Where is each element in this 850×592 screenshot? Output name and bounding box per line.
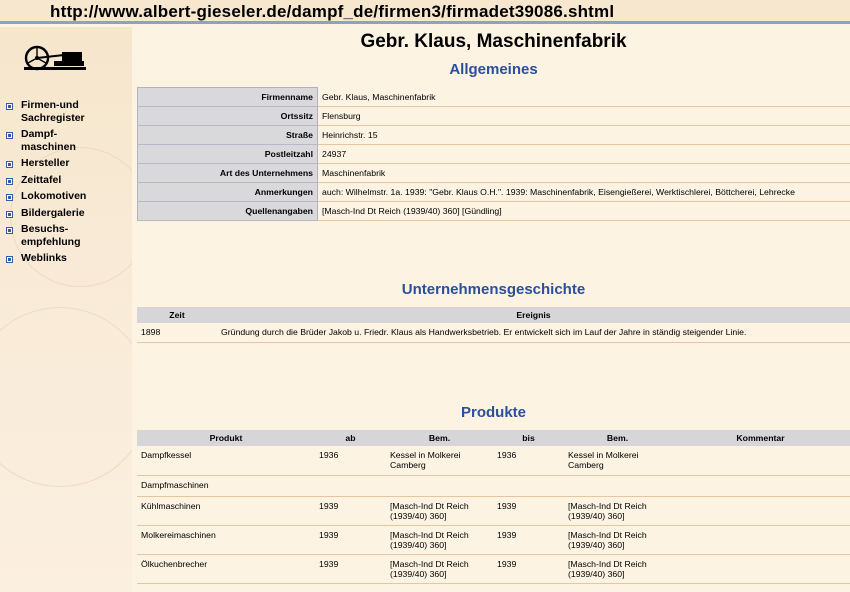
product-ab: 1936 <box>315 446 386 475</box>
section-heading-history: Unternehmensgeschichte <box>401 281 586 298</box>
column-header-ereignis: Ereignis <box>217 307 850 323</box>
product-kommentar <box>671 496 850 525</box>
column-header-bem: Bem. <box>386 430 493 446</box>
bullet-icon <box>6 103 13 110</box>
row-value: Maschinenfabrik <box>318 164 850 183</box>
nav-link[interactable]: Zeittafel <box>21 173 62 186</box>
column-header-bem: Bem. <box>564 430 671 446</box>
section-heading-products: Produkte <box>460 404 526 421</box>
table-row <box>138 107 850 126</box>
nav-item-weblinks[interactable] <box>6 252 130 265</box>
table-row <box>138 202 850 221</box>
table-row <box>137 475 850 496</box>
page-title: Gebr. Klaus, Maschinenfabrik <box>360 31 627 52</box>
product-bem-bis <box>564 475 671 496</box>
section-heading-general: Allgemeines <box>449 61 538 78</box>
product-kommentar <box>671 525 850 554</box>
bullet-icon <box>6 161 13 168</box>
table-row <box>137 554 850 583</box>
history-table <box>137 307 850 343</box>
bullet-icon <box>6 211 13 218</box>
table-row <box>138 88 850 107</box>
row-value: Heinrichstr. 15 <box>318 126 850 145</box>
nav-item-hersteller[interactable] <box>6 157 130 170</box>
bullet-icon <box>6 256 13 263</box>
history-ereignis: Gründung durch die Brüder Jakob u. Friedr. Klaus als Handwerksbetrieb. Er entwickelt sich im Lauf der Jahre in ständig steigender Linie. <box>217 323 850 342</box>
table-row <box>137 496 850 525</box>
row-label: Ortssitz <box>138 107 318 126</box>
general-info-table <box>137 87 850 221</box>
product-kommentar <box>671 446 850 475</box>
product-bis <box>493 475 564 496</box>
table-row <box>138 164 850 183</box>
product-bis: 1939 <box>493 525 564 554</box>
bullet-icon <box>6 227 13 234</box>
row-label: Anmerkungen <box>138 183 318 202</box>
row-label: Quellenangaben <box>138 202 318 221</box>
table-row <box>138 126 850 145</box>
nav-item-bildergalerie[interactable] <box>6 207 130 220</box>
product-ab: 1939 <box>315 496 386 525</box>
row-value: Flensburg <box>318 107 850 126</box>
product-name: Dampfkessel <box>137 446 315 475</box>
steam-engine-logo-icon[interactable] <box>24 45 86 75</box>
product-kommentar <box>671 475 850 496</box>
product-bem-bis: Kessel in Molkerei Camberg <box>564 446 671 475</box>
table-row <box>138 145 850 164</box>
column-header-ab: ab <box>315 430 386 446</box>
column-header-zeit: Zeit <box>137 307 217 323</box>
nav-link[interactable]: Firmen-und Sachregister <box>21 99 85 124</box>
product-ab <box>315 475 386 496</box>
history-zeit: 1898 <box>137 323 217 342</box>
row-value: [Masch-Ind Dt Reich (1939/40) 360] [Gündling] <box>318 202 850 221</box>
table-row <box>137 446 850 475</box>
bullet-icon <box>6 132 13 139</box>
product-bem-ab <box>386 475 493 496</box>
nav-item-besuchsempfehlung[interactable] <box>6 223 130 248</box>
row-label: Straße <box>138 126 318 145</box>
main-content <box>137 27 850 592</box>
nav-link[interactable]: Besuchs- empfehlung <box>21 223 81 248</box>
nav-menu <box>6 99 130 269</box>
row-label: Art des Unternehmens <box>138 164 318 183</box>
nav-item-firmenregister[interactable] <box>6 99 130 124</box>
bullet-icon <box>6 194 13 201</box>
table-row <box>137 525 850 554</box>
bullet-icon <box>6 178 13 185</box>
product-bem-bis: [Masch-Ind Dt Reich (1939/40) 360] <box>564 496 671 525</box>
nav-link[interactable]: Lokomotiven <box>21 190 87 202</box>
product-bem-bis: [Masch-Ind Dt Reich (1939/40) 360] <box>564 554 671 583</box>
product-name: Ölkuchenbrecher <box>137 554 315 583</box>
nav-link[interactable]: Hersteller <box>21 157 70 169</box>
product-name: Kühlmaschinen <box>137 496 315 525</box>
product-kommentar <box>671 554 850 583</box>
url-bar <box>0 0 850 24</box>
background-decoration <box>0 307 132 487</box>
nav-item-lokomotiven[interactable] <box>6 190 130 203</box>
table-row <box>137 323 850 342</box>
product-bis: 1939 <box>493 554 564 583</box>
product-bem-bis: [Masch-Ind Dt Reich (1939/40) 360] <box>564 525 671 554</box>
column-header-kommentar: Kommentar <box>671 430 850 446</box>
row-value: Gebr. Klaus, Maschinenfabrik <box>318 88 850 107</box>
table-row <box>138 183 850 202</box>
row-value: 24937 <box>318 145 850 164</box>
product-name: Dampfmaschinen <box>137 475 315 496</box>
nav-link[interactable]: Weblinks <box>21 252 67 264</box>
table-header-row <box>137 430 850 446</box>
table-header-row <box>137 307 850 323</box>
product-bem-ab: [Masch-Ind Dt Reich (1939/40) 360] <box>386 554 493 583</box>
product-bem-ab: [Masch-Ind Dt Reich (1939/40) 360] <box>386 496 493 525</box>
page-url[interactable]: http://www.albert-gieseler.de/dampf_de/firmen3/firmadet39086.shtml <box>50 2 615 21</box>
column-header-produkt: Produkt <box>137 430 315 446</box>
product-name: Molkereimaschinen <box>137 525 315 554</box>
nav-item-dampfmaschinen[interactable] <box>6 128 130 153</box>
product-ab: 1939 <box>315 554 386 583</box>
product-bem-ab: [Masch-Ind Dt Reich (1939/40) 360] <box>386 525 493 554</box>
sidebar <box>0 27 132 592</box>
nav-item-zeittafel[interactable] <box>6 174 130 187</box>
products-table <box>137 430 850 584</box>
product-bem-ab: Kessel in Molkerei Camberg <box>386 446 493 475</box>
row-value: auch: Wilhelmstr. 1a. 1939: "Gebr. Klaus O.H.". 1939: Maschinenfabrik, Eisengießerei, Werktischlerei, Böttcherei, Lehrecke <box>318 183 850 202</box>
column-header-bis: bis <box>493 430 564 446</box>
product-ab: 1939 <box>315 525 386 554</box>
product-bis: 1939 <box>493 496 564 525</box>
product-bis: 1936 <box>493 446 564 475</box>
row-label: Postleitzahl <box>138 145 318 164</box>
row-label: Firmenname <box>138 88 318 107</box>
nav-link[interactable]: Bildergalerie <box>21 206 85 219</box>
nav-link[interactable]: Dampf- maschinen <box>21 128 76 153</box>
